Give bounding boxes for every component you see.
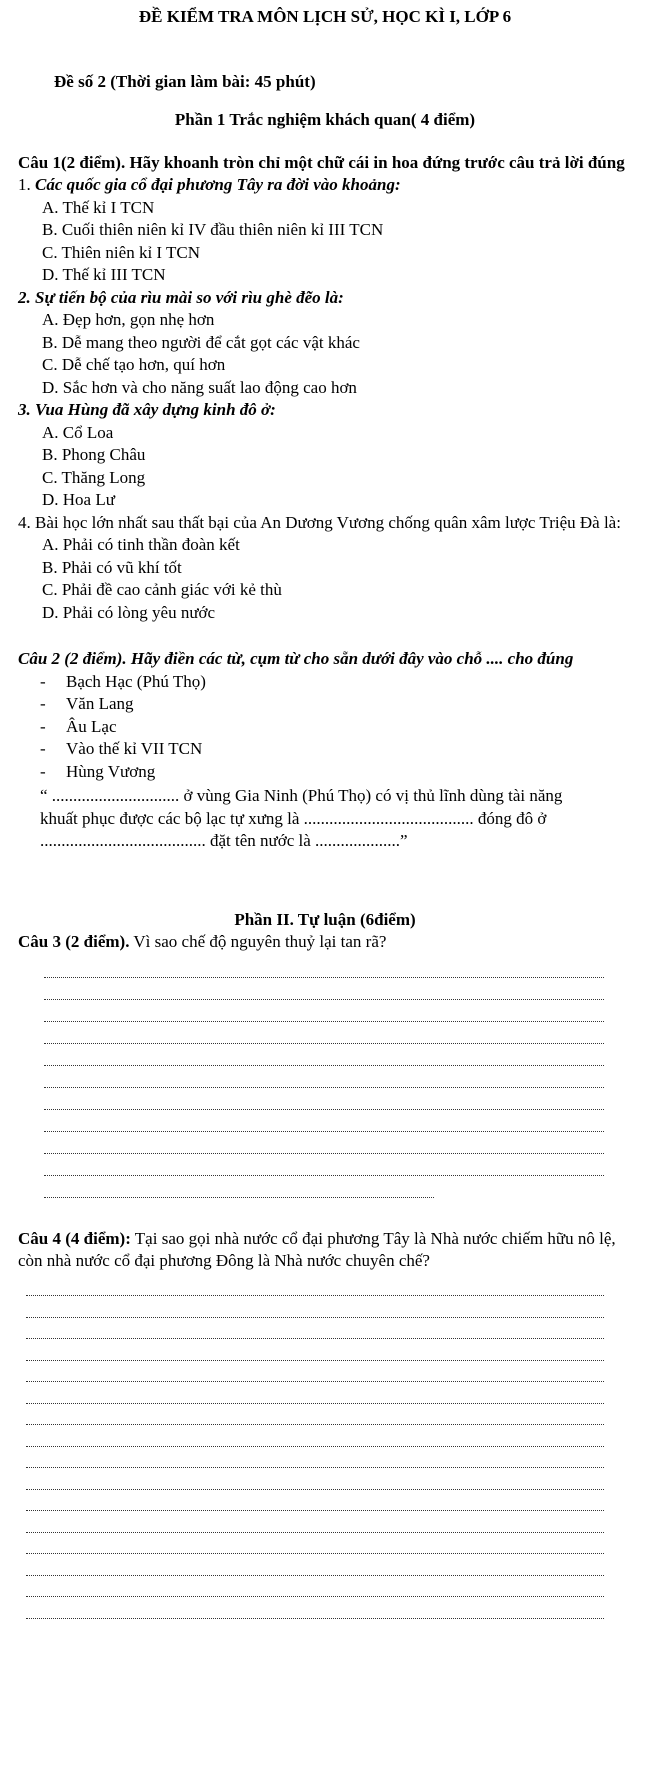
- q1-option-a[interactable]: A. Thế kỉ I TCN: [42, 197, 155, 217]
- q4-option-d[interactable]: D. Phải có lòng yêu nước: [42, 602, 216, 622]
- question-1-text: Các quốc gia cổ đại phương Tây ra đời vào khoảng:: [35, 175, 401, 194]
- answer-line[interactable]: [44, 1022, 604, 1044]
- answer-line[interactable]: [26, 1490, 604, 1512]
- question-2-text: 2. Sự tiến bộ của rìu mài so với rìu ghè đẽo là:: [18, 287, 344, 307]
- question-1: [18, 174, 632, 197]
- fill-in-passage[interactable]: “ .............................. ở vùng Gia Ninh (Phú Thọ) có vị thủ lĩnh dùng tài năng khuất phục được các bộ lạc tự xưng là ........................................ đóng đô ở ....................................... đặt tên nước là ....................”: [40, 786, 563, 850]
- answer-line[interactable]: [26, 1382, 604, 1404]
- part2-heading: Phần II. Tự luận (6điểm): [234, 909, 416, 929]
- question-6: [18, 1228, 632, 1273]
- word-bank-item: - Hùng Vương: [40, 761, 156, 781]
- answer-line[interactable]: [44, 1132, 604, 1154]
- answer-line[interactable]: [26, 1447, 604, 1469]
- cau1-label: Câu 1(2 điểm). Hãy khoanh tròn chỉ một chữ cái in hoa đứng trước câu trả lời đúng: [18, 152, 625, 172]
- question-5: [18, 931, 632, 954]
- q3-option-b[interactable]: B. Phong Châu: [42, 445, 146, 464]
- q2-option-b[interactable]: B. Dễ mang theo người để cắt gọt các vật khác: [42, 332, 360, 352]
- answer-lines-cau4[interactable]: [18, 1275, 632, 1619]
- answer-line[interactable]: [44, 1176, 434, 1198]
- cau2-label: Câu 2 (2 điểm). Hãy điền các từ, cụm từ cho sẵn dưới đây vào chỗ .... cho đúng: [18, 649, 574, 668]
- q1-option-b[interactable]: B. Cuối thiên niên kỉ IV đầu thiên niên kỉ III TCN: [42, 220, 384, 239]
- answer-line[interactable]: [26, 1468, 604, 1490]
- exam-subtitle: Đề số 2 (Thời gian làm bài: 45 phút): [54, 71, 316, 91]
- cau4-text: Tại sao gọi nhà nước cổ đại phương Tây là Nhà nước chiếm hữu nô lệ, còn nhà nước cổ đại phương Đông là Nhà nước chuyên chế?: [18, 1228, 616, 1270]
- answer-line[interactable]: [44, 978, 604, 1000]
- answer-lines-cau3[interactable]: [18, 956, 632, 1198]
- cau3-label: Câu 3 (2 điểm).: [18, 932, 130, 951]
- q3-option-a[interactable]: A. Cổ Loa: [42, 422, 114, 442]
- q3-option-d[interactable]: D. Hoa Lư: [42, 490, 115, 509]
- answer-line[interactable]: [44, 1154, 604, 1176]
- answer-line[interactable]: [26, 1361, 604, 1383]
- q2-option-c[interactable]: C. Dễ chế tạo hơn, quí hơn: [42, 355, 226, 374]
- q4-option-a[interactable]: A. Phải có tinh thần đoàn kết: [42, 535, 240, 554]
- word-bank: [18, 671, 632, 784]
- word-bank-item: - Vào thế kỉ VII TCN: [40, 739, 203, 758]
- answer-line[interactable]: [26, 1554, 604, 1576]
- answer-line[interactable]: [26, 1339, 604, 1361]
- q3-option-c[interactable]: C. Thăng Long: [42, 467, 146, 487]
- q1-option-c[interactable]: C. Thiên niên kỉ I TCN: [42, 242, 201, 262]
- answer-line[interactable]: [44, 1110, 604, 1132]
- answer-line[interactable]: [26, 1511, 604, 1533]
- q2-option-d[interactable]: D. Sắc hơn và cho năng suất lao động cao hơn: [42, 377, 357, 397]
- answer-line[interactable]: [44, 1066, 604, 1088]
- answer-line[interactable]: [26, 1275, 604, 1297]
- question-3-text: 3. Vua Hùng đã xây dựng kinh đô ở:: [18, 400, 276, 419]
- exam-page: [0, 6, 650, 1770]
- answer-line[interactable]: [44, 1088, 604, 1110]
- word-bank-item: - Văn Lang: [40, 694, 134, 713]
- question-1-number: 1.: [18, 175, 35, 194]
- answer-line[interactable]: [26, 1533, 604, 1555]
- q1-option-d[interactable]: D. Thế kỉ III TCN: [42, 265, 166, 284]
- exam-title: ĐỀ KIỂM TRA MÔN LỊCH SỬ, HỌC KÌ I, LỚP 6: [138, 7, 512, 26]
- cau4-label: Câu 4 (4 điểm):: [18, 1228, 131, 1248]
- answer-line[interactable]: [26, 1318, 604, 1340]
- answer-line[interactable]: [26, 1404, 604, 1426]
- answer-line[interactable]: [26, 1576, 604, 1598]
- q2-option-a[interactable]: A. Đẹp hơn, gọn nhẹ hơn: [42, 310, 215, 329]
- q4-option-b[interactable]: B. Phải có vũ khí tốt: [42, 557, 182, 577]
- part1-heading: Phần 1 Trắc nghiệm khách quan( 4 điểm): [174, 110, 476, 129]
- answer-line[interactable]: [26, 1597, 604, 1619]
- answer-line[interactable]: [44, 1044, 604, 1066]
- q4-option-c[interactable]: C. Phải đề cao cảnh giác với kẻ thù: [42, 580, 282, 599]
- answer-line[interactable]: [26, 1425, 604, 1447]
- question-4-text: 4. Bài học lớn nhất sau thất bại của An Dương Vương chống quân xâm lược Triệu Đà là:: [18, 512, 621, 532]
- cau3-text: Vì sao chế độ nguyên thuỷ lại tan rã?: [129, 932, 387, 951]
- answer-line[interactable]: [44, 1000, 604, 1022]
- answer-line[interactable]: [44, 956, 604, 978]
- answer-line[interactable]: [26, 1296, 604, 1318]
- word-bank-item: - Âu Lạc: [40, 716, 117, 736]
- word-bank-item: - Bạch Hạc (Phú Thọ): [40, 671, 206, 691]
